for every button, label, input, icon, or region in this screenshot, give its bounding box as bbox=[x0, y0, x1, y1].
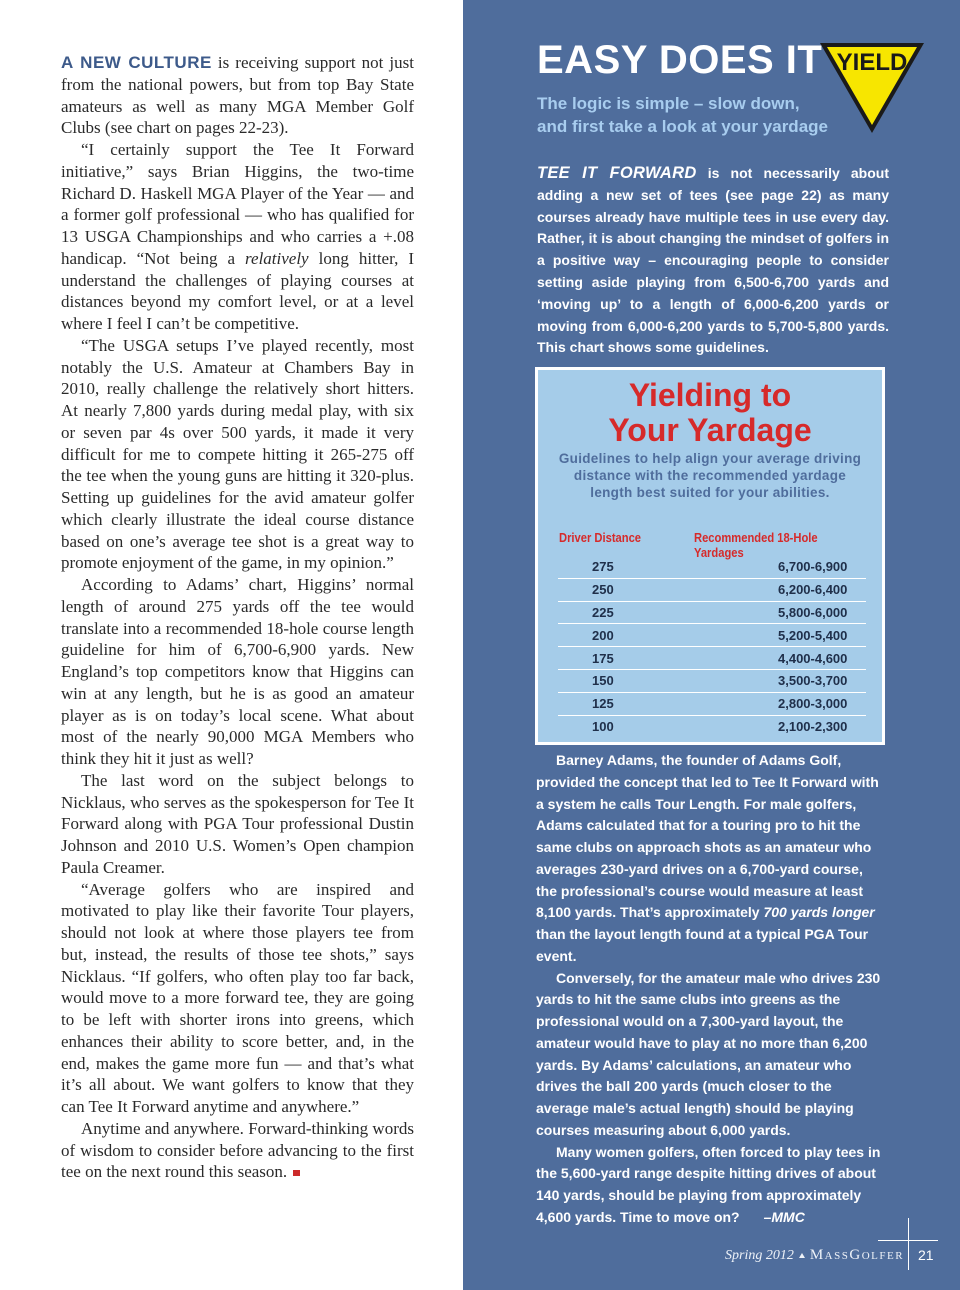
article-paragraph: “Average golfers who are inspired and motivated to play like their favorite Tour players, should not look at where those players tee from but, instead, the results of those tee shots,” says Nicklaus. “If golfers, who often play too far back, would move to a more forward tee, they are going to be left with shorter irons into greens, which enhances their ability to score better, and, in the end, makes the game more fun — and that’s what it’s all about. We want golfers to know that they can Tee It Forward anytime and anywhere.” bbox=[61, 879, 414, 1116]
table-row bbox=[558, 624, 866, 647]
article-paragraph bbox=[61, 1118, 414, 1183]
yield-sign-text: YIELD bbox=[836, 49, 908, 76]
driver-distance-cell: 200 bbox=[558, 624, 712, 647]
driver-distance-cell: 100 bbox=[592, 718, 614, 734]
page-footer bbox=[725, 1247, 904, 1264]
page-number: 21 bbox=[918, 1247, 934, 1263]
recommended-yardage-cell: 5,800-6,000 bbox=[712, 601, 866, 624]
driver-distance-cell: 150 bbox=[558, 669, 712, 692]
article-text: “I certainly support the Tee It Forward initiative,” says Brian Higgins, the two-time Richard D. Haskell MGA Player of the Year — and a former golf professional — who has qualified for 13 USGA Championships and who carries a +.08 handicap. “Not being a bbox=[61, 140, 414, 268]
chart-title-line: Your Yardage bbox=[608, 412, 812, 448]
yardage-chart bbox=[535, 367, 885, 745]
end-of-article-mark bbox=[293, 1170, 300, 1176]
author-signature: –MMC bbox=[763, 1208, 805, 1225]
article-paragraph: According to Adams’ chart, Higgins’ normal length of around 275 yards off the tee would translate into a recommended 18-hole course length guideline for him of 6,700-6,900 yards. New England’s top competitors know that Higgins can win at any length, but he is as good an amateur player as is on today’s local scene. What about most of the nearly 90,000 MGA Members who think they hit it just as well? bbox=[61, 575, 414, 768]
article-paragraph bbox=[61, 52, 414, 139]
article-paragraph: “The USGA setups I’ve played recently, most notably the U.S. Amateur at Chambers Bay in 2010, really challenge the relatively short hitters. At nearly 7,800 yards during medal play, with six or seven par 4s over 500 yards, it made it very difficult for me to compete hitting it 265-275 off the tee when the young guns are hitting it 320-plus. Setting up guidelines for the avid amateur golfer which clearly illustrate the ideal course distance based on one’s average tee shot is a great way to promote enjoyment of the game, in my opinion.” bbox=[61, 335, 414, 573]
body-text: Many women golfers, often forced to play tees in the 5,600-yard range despite hitting drives of about 140 yards, should be playing from approximately 4,600 yards. Time to move on? bbox=[536, 1143, 881, 1225]
sidebar-body bbox=[536, 750, 886, 1229]
body-paragraph: Conversely, for the amateur male who drives 230 yards to hit the same clubs into greens as the professional would on a 7,300-yard layout, the amateur would have to play at no more than 6,200 yards. By Adams’ calculations, an amateur who drives the ball 200 yards (much closer to the average male’s actual length) should be playing courses measuring about 6,000 yards. bbox=[536, 969, 881, 1138]
footer-issue: Spring 2012 bbox=[725, 1248, 794, 1263]
article-text: long hitter, I understand the challenges of playing courses at distances beyond my comfort level, or at a level where I feel I can’t be competitive. bbox=[61, 248, 414, 333]
intro-text: is not necessarily about adding a new set of tees (see page 22) as many courses already have multiple tees in use every day. Rather, it is about changing the mindset of golfers in a positive way – encouraging people to consider setting aside playing from 6,500-6,700 yards and ‘moving up’ to a length of 6,000-6,200 yards or moving from 6,000-6,200 yards to 5,700-5,800 yards. This chart shows some guidelines. bbox=[537, 165, 889, 356]
table-row bbox=[558, 556, 866, 578]
driver-distance-cell: 175 bbox=[558, 647, 712, 670]
crop-mark-horizontal bbox=[878, 1240, 938, 1241]
article-paragraph bbox=[61, 139, 414, 335]
article-emphasis: relatively bbox=[245, 248, 309, 268]
sidebar-headline: EASY DOES IT bbox=[537, 38, 823, 82]
col-header-recommended: Recommended 18-Hole Yardages bbox=[694, 530, 818, 560]
body-text: than the layout length found at a typical PGA Tour event. bbox=[536, 926, 869, 964]
footer-brand: MassGolfer bbox=[809, 1247, 905, 1263]
recommended-yardage-cell: 2,100-2,300 bbox=[778, 718, 848, 734]
table-row bbox=[558, 601, 866, 624]
article-text: Anytime and anywhere. Forward-thinking words of wisdom to consider before advancing to the first tee on the next round this season. bbox=[61, 1118, 414, 1182]
crop-mark-vertical bbox=[908, 1218, 909, 1270]
article-paragraph: The last word on the subject belongs to Nicklaus, who serves as the spokesperson for Tee It Forward along with PGA Tour professional Dustin Johnson and 2010 U.S. Women’s Open champion Paula Creamer. bbox=[61, 770, 414, 877]
driver-distance-cell: 125 bbox=[558, 692, 712, 715]
table-row bbox=[558, 578, 866, 601]
article-lead-in: A NEW CULTURE bbox=[61, 53, 212, 72]
body-emphasis: 700 yards longer bbox=[763, 904, 875, 921]
recommended-yardage-cell: 3,500-3,700 bbox=[712, 669, 866, 692]
intro-lead-in: TEE IT FORWARD bbox=[537, 164, 697, 182]
recommended-yardage-cell: 4,400-4,600 bbox=[712, 647, 866, 670]
sidebar-subhead bbox=[537, 92, 837, 138]
recommended-yardage-cell: 2,800-3,000 bbox=[712, 692, 866, 715]
recommended-yardage-cell: 5,200-5,400 bbox=[712, 624, 866, 647]
col-header-driver: Driver Distance bbox=[559, 530, 642, 545]
body-text: Barney Adams, the founder of Adams Golf, provided the concept that led to Tee It Forward with a system he calls Tour Length. For male golfers, Adams calculated that for a touring pro to hit the same clubs on approach shots as an amateur who averages 230-yard drives on a 6,700-yard course, the professional’s course would measure at least 8,100 yards. That’s approximately bbox=[536, 752, 879, 921]
chart-title bbox=[538, 378, 882, 448]
table-row bbox=[558, 647, 866, 670]
article-text: is receiving support not just from the national powers, but from top Bay State amateurs as well as many MGA Member Golf Clubs (see chart on pages 22-23). bbox=[61, 53, 414, 138]
body-paragraph bbox=[536, 750, 886, 968]
subhead-line: and first take a look at your yardage bbox=[537, 117, 828, 136]
table-row bbox=[558, 715, 866, 737]
footer-separator-icon bbox=[799, 1253, 805, 1258]
main-article-column bbox=[61, 52, 414, 1183]
body-paragraph bbox=[536, 1142, 886, 1229]
yardage-table bbox=[558, 556, 866, 737]
driver-distance-cell: 275 bbox=[558, 556, 712, 578]
table-row bbox=[558, 669, 866, 692]
sidebar-intro bbox=[537, 163, 889, 359]
chart-title-line: Yielding to bbox=[628, 377, 792, 413]
recommended-yardage-cell: 6,700-6,900 bbox=[712, 556, 866, 578]
table-row bbox=[558, 692, 866, 715]
driver-distance-cell: 250 bbox=[558, 578, 712, 601]
driver-distance-cell: 225 bbox=[558, 601, 712, 624]
recommended-yardage-cell: 6,200-6,400 bbox=[712, 578, 866, 601]
chart-subtitle: Guidelines to help align your average driving distance with the recommended yardage length best suited for your abilities. bbox=[558, 451, 862, 500]
subhead-line: The logic is simple – slow down, bbox=[537, 94, 800, 113]
